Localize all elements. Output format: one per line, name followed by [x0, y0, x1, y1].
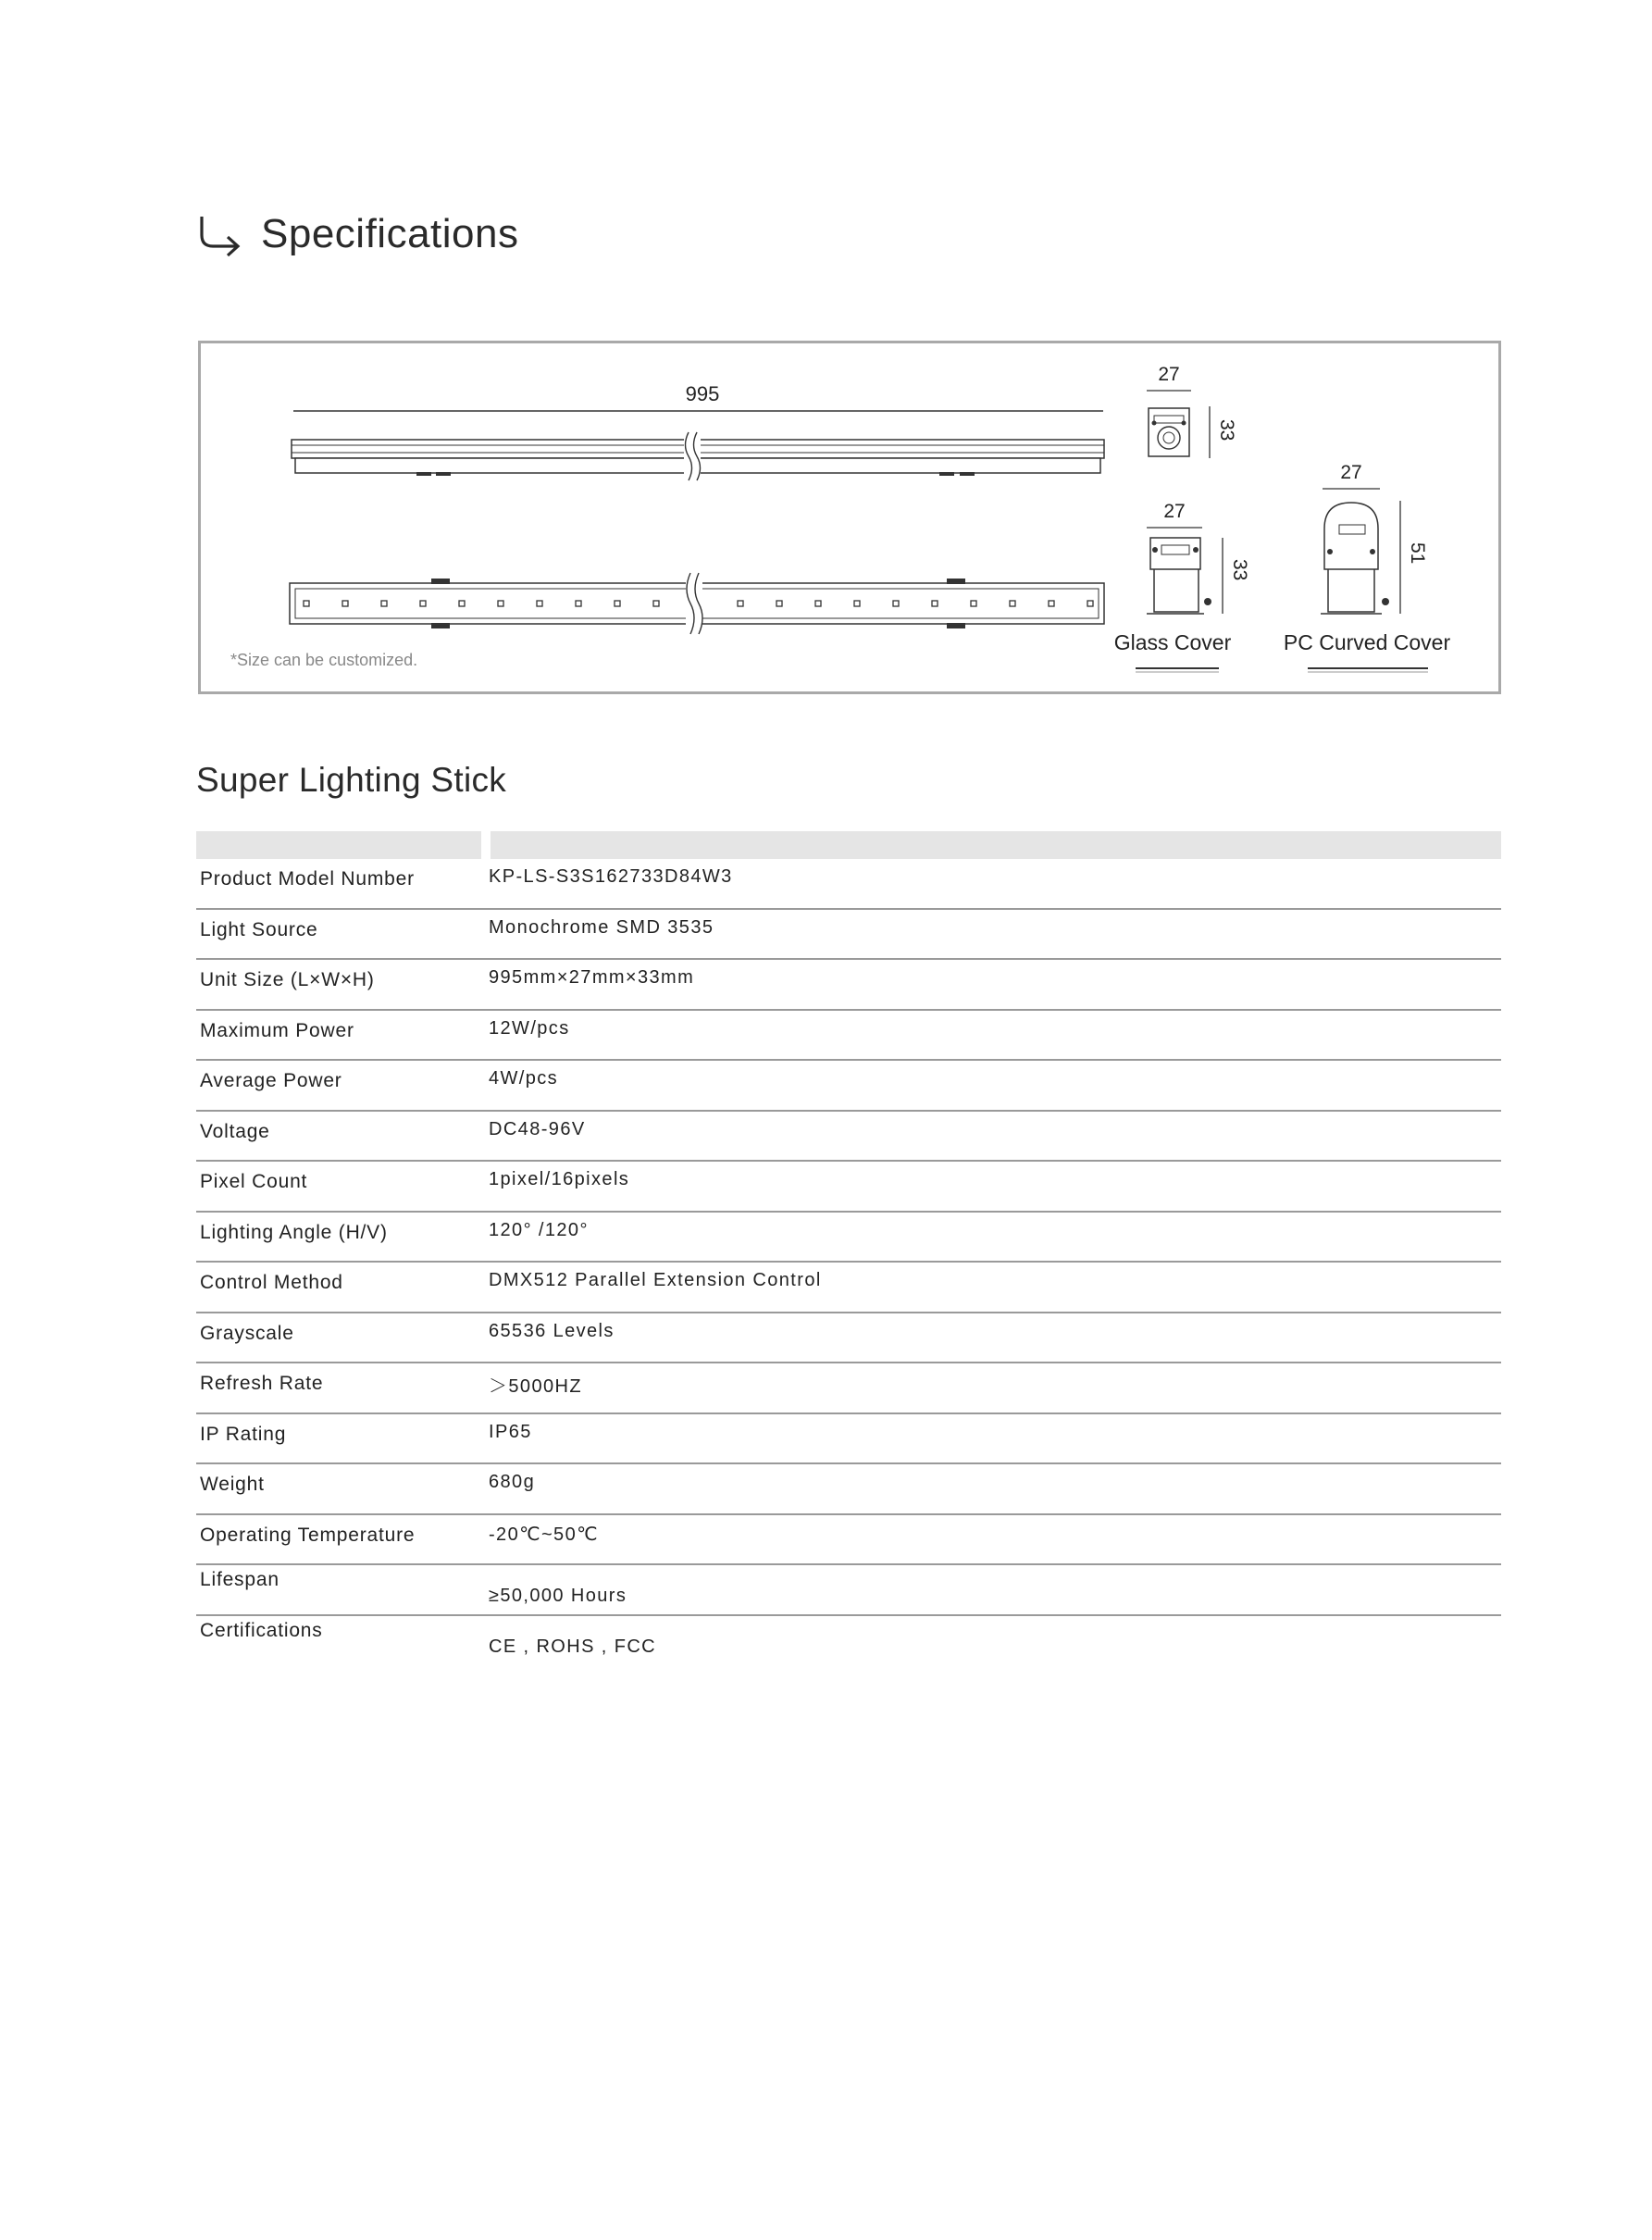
spec-table	[196, 831, 1501, 1666]
spec-label: Lifespan	[200, 1569, 279, 1590]
top-view-bar	[290, 573, 1104, 634]
spec-value: 12W/pcs	[489, 1017, 570, 1039]
table-row	[196, 1011, 1501, 1062]
return-arrow-icon	[196, 211, 244, 257]
spec-label: Certifications	[200, 1619, 323, 1641]
svg-text:27: 27	[1340, 462, 1362, 483]
spec-value: IP65	[489, 1421, 532, 1442]
spec-label: Average Power	[200, 1070, 342, 1091]
pc-curved-cover-label: PC Curved Cover	[1283, 630, 1451, 654]
glass-cover-label: Glass Cover	[1113, 630, 1232, 654]
spec-value: 1pixel/16pixels	[489, 1169, 630, 1189]
table-row	[196, 1515, 1501, 1566]
table-row	[196, 859, 1501, 910]
spec-value: CE , ROHS , FCC	[489, 1636, 657, 1657]
spec-label: Product Model Number	[200, 868, 415, 890]
table-row	[196, 1616, 1501, 1667]
spec-value: 995mm×27mm×33mm	[489, 967, 695, 988]
spec-label: Refresh Rate	[200, 1373, 324, 1394]
spec-label: Weight	[200, 1474, 265, 1495]
table-row	[196, 1213, 1501, 1263]
length-dimension-label: 995	[685, 382, 720, 405]
table-row	[196, 910, 1501, 961]
size-note: *Size can be customized.	[230, 651, 418, 669]
table-row	[196, 1414, 1501, 1465]
spec-label: Control Method	[200, 1272, 343, 1293]
spec-value: 120° /120°	[489, 1219, 589, 1240]
spec-label: IP Rating	[200, 1423, 287, 1445]
spec-label: Maximum Power	[200, 1019, 354, 1041]
header-cell-value	[491, 831, 1501, 859]
spec-value: ≥50,000 Hours	[489, 1586, 627, 1606]
svg-text:33: 33	[1229, 559, 1250, 581]
spec-value: 4W/pcs	[489, 1068, 559, 1089]
spec-value: -20℃~50℃	[489, 1524, 599, 1545]
spec-label: Lighting Angle (H/V)	[200, 1221, 388, 1243]
spec-table-header	[196, 831, 1501, 859]
header-cell-label	[196, 831, 481, 859]
table-row	[196, 1565, 1501, 1616]
spec-label: Pixel Count	[200, 1171, 308, 1192]
spec-value: Monochrome SMD 3535	[489, 916, 714, 938]
svg-text:51: 51	[1407, 542, 1428, 565]
spec-value: 65536 Levels	[489, 1320, 615, 1341]
pc-curved-cover-profile	[1284, 462, 1451, 672]
spec-value: KP-LS-S3S162733D84W3	[489, 866, 733, 887]
svg-text:27: 27	[1163, 501, 1186, 522]
table-row	[196, 1162, 1501, 1213]
svg-text:33: 33	[1216, 419, 1237, 442]
spec-value: DC48-96V	[489, 1118, 586, 1139]
table-row	[196, 1112, 1501, 1163]
drawing-canvas	[201, 343, 1498, 691]
end-profile-view	[1147, 364, 1237, 458]
table-row	[196, 1263, 1501, 1313]
side-view-bar	[292, 432, 1104, 480]
page-title: Specifications	[261, 211, 519, 256]
table-row	[196, 1363, 1501, 1414]
table-row	[196, 1313, 1501, 1364]
page-header	[196, 211, 518, 257]
product-title: Super Lighting Stick	[196, 761, 507, 799]
spec-label: Operating Temperature	[200, 1524, 416, 1546]
spec-value: DMX512 Parallel Extension Control	[489, 1270, 822, 1290]
spec-label: Grayscale	[200, 1322, 294, 1344]
spec-value: ＞5000HZ	[489, 1376, 582, 1397]
spec-label: Unit Size (L×W×H)	[200, 969, 375, 990]
glass-cover-profile	[1114, 501, 1250, 672]
spec-value: 680g	[489, 1472, 536, 1492]
table-row	[196, 1061, 1501, 1112]
spec-label: Light Source	[200, 918, 318, 940]
svg-text:27: 27	[1158, 364, 1180, 385]
technical-drawing	[198, 341, 1501, 694]
spec-label: Voltage	[200, 1120, 270, 1142]
table-row	[196, 960, 1501, 1011]
table-row	[196, 1464, 1501, 1515]
